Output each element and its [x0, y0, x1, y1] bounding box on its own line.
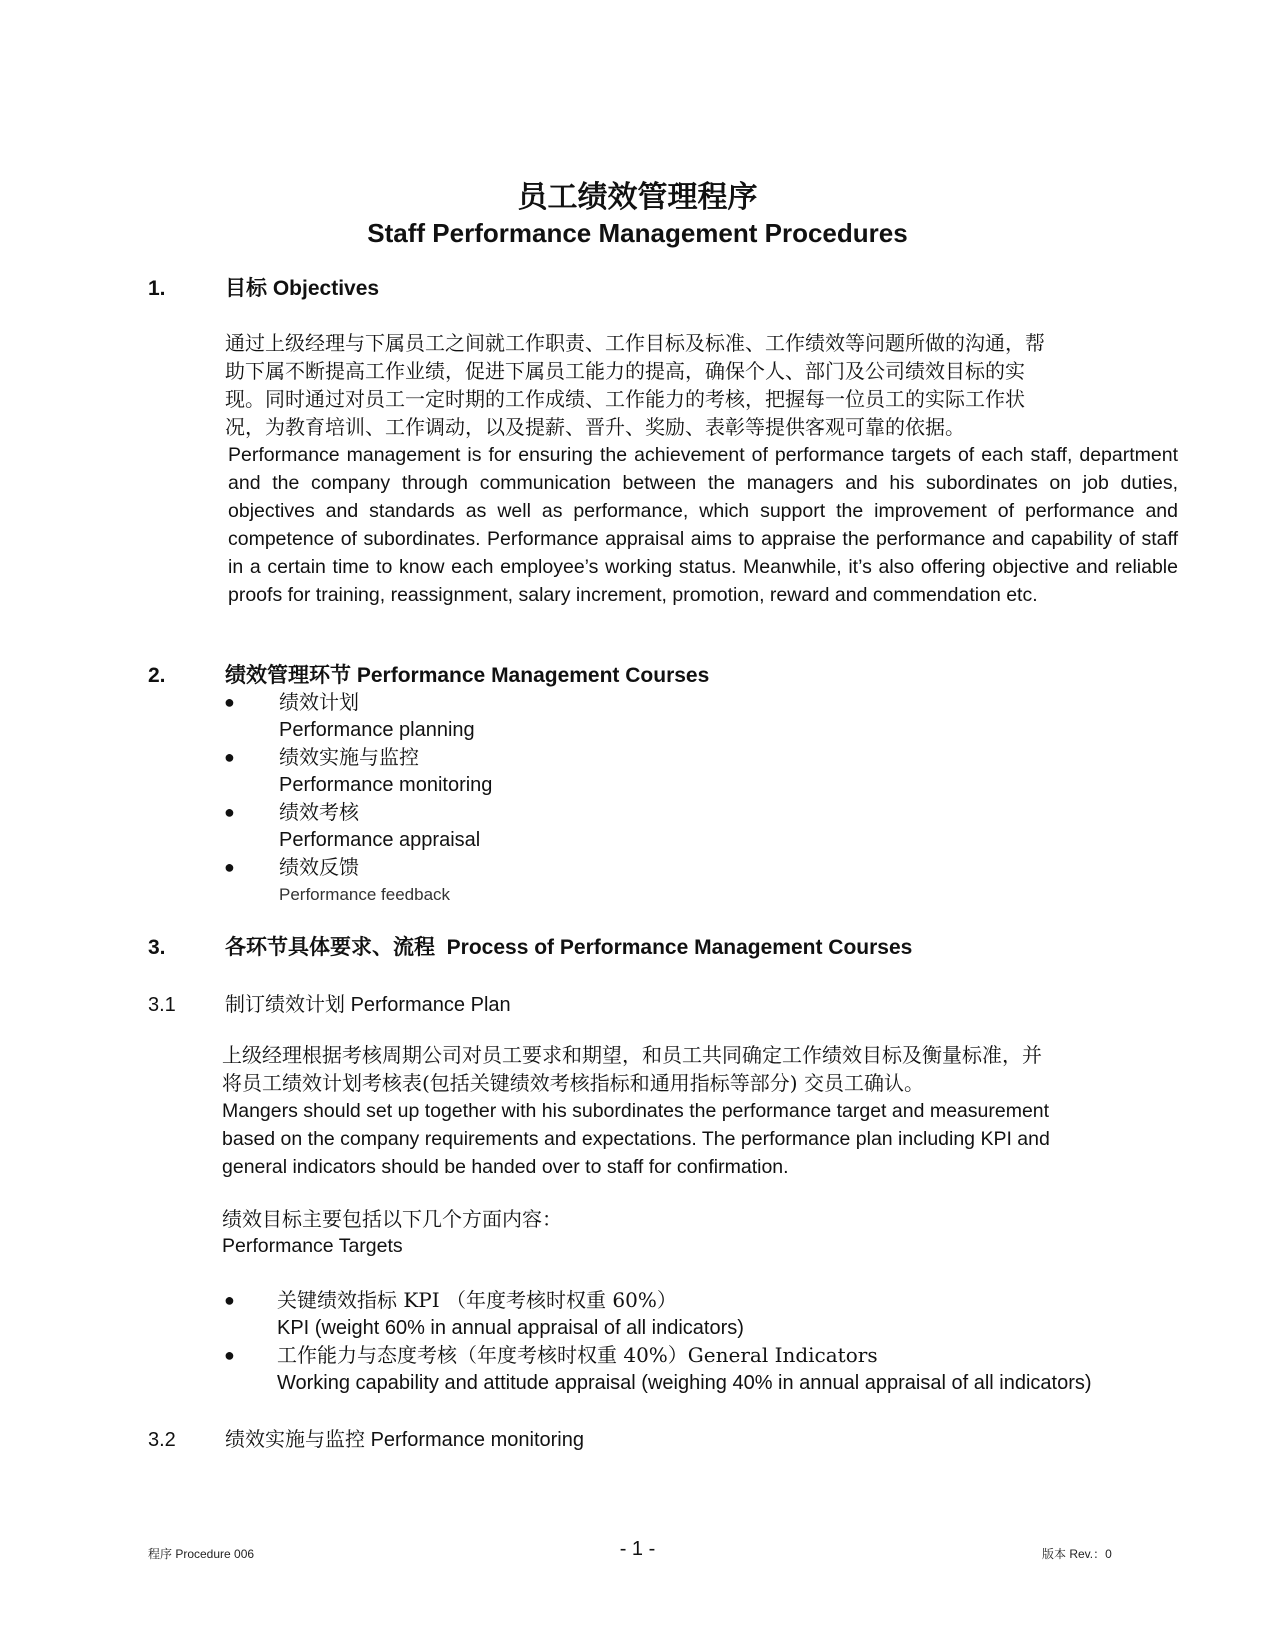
item-en: Performance feedback — [279, 885, 451, 904]
zh-line: 将员工绩效计划考核表(包括关键绩效考核指标和通用指标等部分) 交员工确认。 — [222, 1071, 924, 1095]
objectives-en-paragraph: Performance management is for ensuring the achievement of performance targets of each staff, department and the company through communication between the managers and his subordinates on job duties, objectives and standards as well as performance, which support the improvement of performance and competence of subordinates. Performance appraisal aims to appraise the performance and capability of staff in a certain time to know each employee’s working status. Meanwhile, it’s also offering objective and reliable proofs for training, reassignment, salary increment, promotion, reward and commendation etc. — [228, 444, 1178, 606]
section-number: 1. — [148, 277, 166, 300]
section-title-en: Performance Management Courses — [356, 664, 710, 687]
en-line: based on the company requirements and expectations. The performance plan including KPI and — [222, 1128, 1050, 1150]
zh-line: 上级经理根据考核周期公司对员工要求和期望，和员工共同确定工作绩效目标及衡量标准，并 — [222, 1043, 1042, 1067]
en-line: general indicators should be handed over to staff for confirmation. — [222, 1156, 789, 1178]
section-3-heading — [148, 931, 912, 961]
section-3-1-heading — [148, 988, 511, 1017]
objectives-zh-paragraph — [225, 329, 1045, 441]
bullet-icon: ● — [224, 802, 235, 822]
item-en: Performance monitoring — [279, 774, 493, 796]
list-item — [279, 798, 480, 854]
section-title-en: Objectives — [272, 277, 380, 300]
list-item — [279, 688, 475, 744]
list-item — [277, 1341, 1092, 1397]
page-number: - 1 - — [619, 1538, 656, 1560]
item-zh: 绩效计划 — [279, 690, 359, 714]
item-zh: 工作能力与态度考核（年度考核时权重 40%）General Indicators — [277, 1343, 878, 1367]
section-title-en: Performance Plan — [350, 994, 511, 1016]
bullet-icon: ● — [224, 1345, 235, 1365]
section-number: 3.1 — [148, 994, 176, 1016]
section-title-zh: 绩效实施与监控 — [225, 1427, 365, 1451]
zh-line: 况，为教育培训、工作调动，以及提薪、晋升、奖励、表彰等提供客观可靠的依据。 — [225, 415, 965, 439]
targets-zh: 绩效目标主要包括以下几个方面内容： — [222, 1207, 562, 1231]
section-3-2-heading — [148, 1423, 584, 1452]
zh-line: 通过上级经理与下属员工之间就工作职责、工作目标及标准、工作绩效等问题所做的沟通，帮 — [225, 331, 1045, 355]
item-zh: 绩效考核 — [279, 800, 359, 824]
item-en: Performance planning — [279, 719, 475, 741]
item-en: Working capability and attitude appraisal (weighing 40% in annual appraisal of all indicators) — [277, 1372, 1092, 1394]
footer-procedure: 程序 Procedure 006 — [148, 1547, 255, 1561]
item-zh: 绩效反馈 — [279, 855, 359, 879]
section-title-zh: 目标 — [225, 275, 267, 300]
footer-revision: 版本 Rev.：0 — [1042, 1547, 1112, 1561]
section-1-heading — [148, 272, 379, 302]
list-item — [279, 743, 492, 799]
item-en: Performance appraisal — [279, 829, 481, 851]
bullet-icon: ● — [224, 1290, 235, 1310]
list-item — [277, 1286, 744, 1342]
bullet-icon: ● — [224, 692, 235, 712]
section-number: 3.2 — [148, 1429, 176, 1451]
item-en: KPI (weight 60% in annual appraisal of all indicators) — [277, 1317, 744, 1339]
section-title-en: Process of Performance Management Courses — [446, 936, 913, 959]
zh-line: 现。同时通过对员工一定时期的工作成绩、工作能力的考核，把握每一位员工的实际工作状 — [225, 387, 1025, 411]
targets-en: Performance Targets — [222, 1235, 403, 1257]
plan-en-paragraph — [222, 1097, 1050, 1181]
en-line: Mangers should set up together with his subordinates the performance target and measurement — [222, 1100, 1050, 1122]
section-title-zh: 绩效管理环节 — [225, 662, 351, 687]
section-number: 2. — [148, 664, 166, 687]
title-chinese: 员工绩效管理程序 — [517, 180, 758, 215]
section-title-en: Performance monitoring — [370, 1429, 584, 1451]
item-zh: 绩效实施与监控 — [279, 745, 419, 769]
plan-zh-paragraph — [222, 1041, 1042, 1097]
bullet-icon: ● — [224, 857, 235, 877]
section-title-zh: 制订绩效计划 — [225, 992, 345, 1016]
zh-line: 助下属不断提高工作业绩，促进下属员工能力的提高，确保个人、部门及公司绩效目标的实 — [225, 359, 1025, 383]
section-number: 3. — [148, 936, 166, 959]
section-2-heading — [148, 659, 709, 689]
title-english: Staff Performance Management Procedures — [367, 218, 908, 248]
bullet-icon: ● — [224, 747, 235, 767]
item-zh: 关键绩效指标 KPI （年度考核时权重 60%） — [277, 1288, 677, 1312]
list-item — [279, 853, 450, 909]
section-title-zh: 各环节具体要求、流程 — [225, 934, 435, 959]
